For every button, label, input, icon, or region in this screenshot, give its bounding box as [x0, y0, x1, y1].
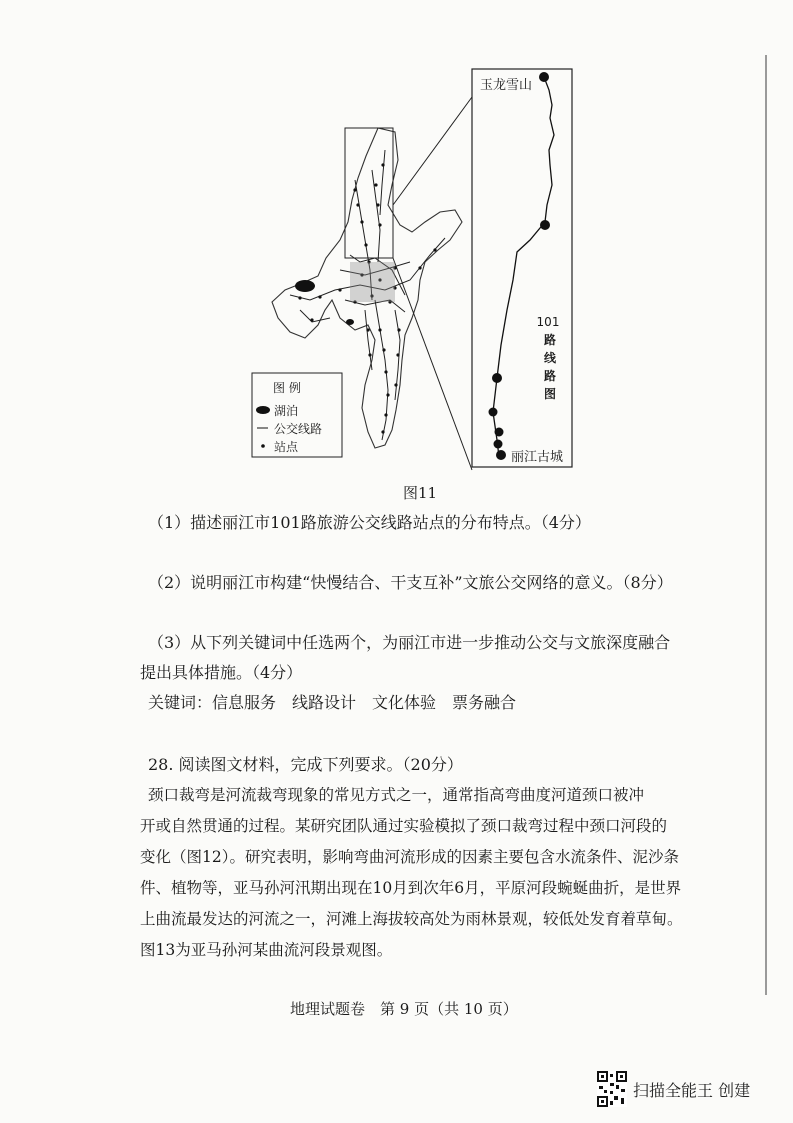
legend-line-label: 公交线路: [274, 422, 323, 436]
material-line: 开或自然贯通的过程。某研究团队通过实验模拟了颈口裁弯过程中颈口河段的: [140, 817, 668, 835]
legend-lake-symbol: [256, 406, 270, 414]
keywords-line: 关键词：信息服务 线路设计 文化体验 票务融合: [148, 693, 517, 712]
page-footer: 地理试题卷 第 9 页（共 10 页）: [290, 1000, 518, 1018]
legend-station-label: 站点: [274, 440, 299, 454]
question-1: （1）描述丽江市101路旅游公交线路站点的分布特点。（4分）: [148, 513, 591, 532]
inset-top-label: 玉龙雪山: [480, 78, 533, 93]
scanner-watermark-text: 扫描全能王 创建: [633, 1080, 751, 1100]
route-title-char: 路: [543, 369, 556, 383]
route-title-char: 图: [543, 387, 556, 401]
route-title-number: 101: [536, 315, 560, 329]
legend-lake-label: 湖泊: [274, 404, 299, 418]
route-title-char: 路: [543, 333, 556, 347]
question-3-line-2: 提出具体措施。（4分）: [140, 663, 303, 682]
figure-caption: 图11: [403, 484, 438, 502]
inset-box: [472, 69, 572, 467]
question-2: （2）说明丽江市构建“快慢结合、干支互补”文旅公交网络的意义。（8分）: [148, 573, 673, 592]
inset-bottom-label: 丽江古城: [511, 450, 564, 465]
lake-west: [295, 280, 315, 292]
zoom-box: [345, 128, 393, 258]
material-line: 上曲流最发达的河流之一，河滩上海拔较高处为雨林景观，较低处发育着草甸。: [140, 910, 683, 928]
qr-code-icon: [597, 1071, 627, 1107]
question-28-material: [140, 780, 760, 966]
lake-small: [346, 319, 354, 325]
scanner-watermark: [597, 1071, 750, 1107]
material-line: 颈口裁弯是河流裁弯现象的常见方式之一，通常指高弯曲度河道颈口被冲: [148, 786, 645, 804]
material-line: 变化（图12）。研究表明，影响弯曲河流形成的因素主要包含水流条件、泥沙条: [140, 848, 679, 866]
material-line: 件、植物等，亚马孙河汛期出现在10月到次年6月，平原河段蜿蜒曲折，是世界: [140, 879, 682, 897]
material-line: 图13为亚马孙河某曲流河段景观图。: [140, 941, 393, 959]
legend-title: 图 例: [273, 381, 301, 395]
question-28-heading: 28. 阅读图文材料，完成下列要求。（20分）: [148, 755, 463, 774]
figure-11-map: [0, 0, 793, 480]
question-3-line-1: （3）从下列关键词中任选两个，为丽江市进一步推动公交与文旅深度融合: [148, 633, 671, 652]
legend-station-symbol: [261, 444, 265, 448]
route-title-char: 线: [543, 351, 556, 365]
route-title: [536, 313, 560, 403]
